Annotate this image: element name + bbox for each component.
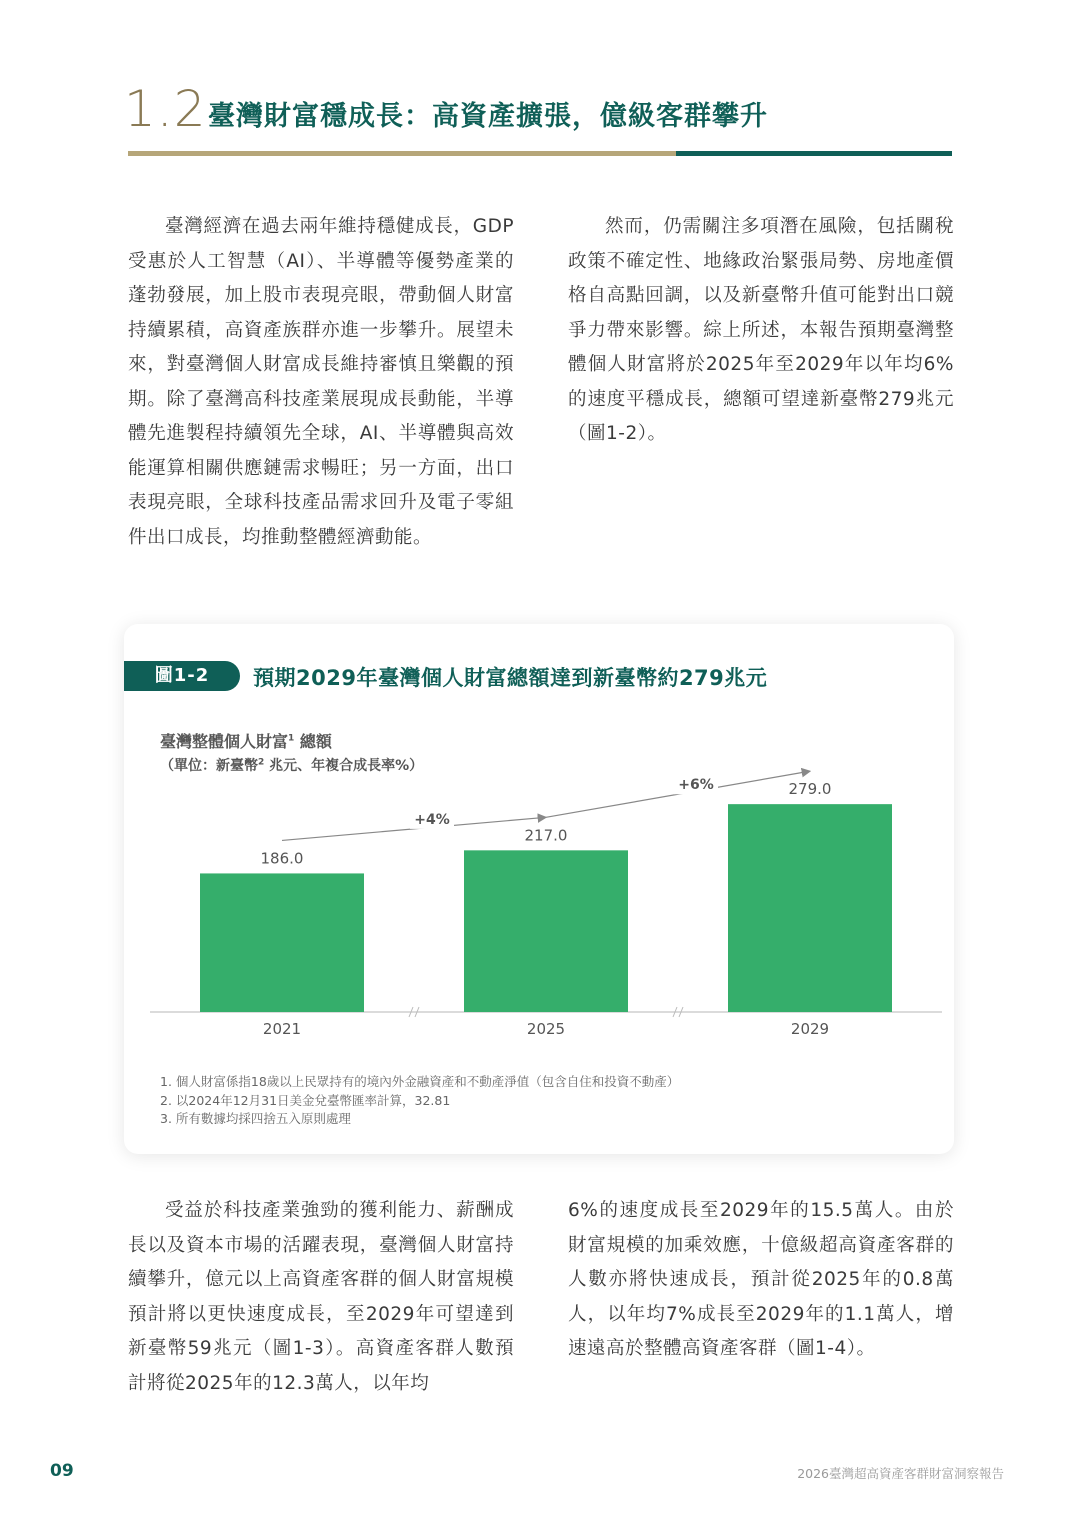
x-tick-label-2021: 2021 xyxy=(262,1020,302,1038)
data-label-2029: 279.0 xyxy=(788,780,832,799)
figure-notes xyxy=(160,1073,679,1129)
figure-note: 3. 所有數據均採四捨五入原則處理 xyxy=(160,1111,351,1126)
page-number: 09 xyxy=(50,1461,74,1481)
x-tick-label-2029: 2029 xyxy=(790,1020,830,1038)
data-label-2025: 217.0 xyxy=(524,826,568,845)
chart-unit-label: （單位：新臺幣$^2$ 兆元、年複合成長率%） xyxy=(160,757,424,774)
figure-badge: 圖1-2 xyxy=(124,661,240,691)
body-paragraph-left: 受益於科技產業強勁的獲利能力、薪酬成長以及資本市場的活躍表現，臺灣個人財富持續攀升，億元以上高資產客群的個人財富規模預計將以更快速度成長，至2029年可望達到新臺幣59兆元（圖1-3）。高資產客群人數預計將從2025年的12.3萬人，以年均 xyxy=(128,1200,514,1394)
growth-label-2: +6% xyxy=(678,777,714,794)
figure-note: 2. 以2024年12月31日美金兌臺幣匯率計算，32.81 xyxy=(160,1092,451,1108)
intro-paragraph-left: 臺灣經濟在過去兩年維持穩健成長，GDP受惠於人工智慧（AI）、半導體等優勢產業的蓬勃發展，加上股市表現亮眼，帶動個人財富持續累積，高資產族群亦進一步攀升。展望未來，對臺灣個人財富成長維持審慎且樂觀的預期。除了臺灣高科技產業展現成長動能，半導體先進製程持續領先全球，AI、半導體與高效能運算相關供應鏈需求暢旺；另一方面，出口表現亮眼，全球科技產品需求回升及電子零組件出口成長，均推動整體經濟動能。 xyxy=(128,216,514,548)
figure-note: 1. 個人財富係指18歲以上民眾持有的境內外金融資產和不動產淨值（包含自住和投資不動產） xyxy=(160,1074,680,1089)
growth-label-1: +4% xyxy=(414,811,450,828)
intro-paragraph-right: 然而，仍需關注多項潛在風險，包括關稅政策不確定性、地緣政治緊張局勢、房地產價格自高點回調，以及新臺幣升值可能對出口競爭力帶來影響。綜上所述，本報告預期臺灣整體個人財富將於2025年至2029年以年均6%的速度平穩成長，總額可望達新臺幣279兆元（圖1-2）。 xyxy=(568,216,954,444)
x-tick-label-2025: 2025 xyxy=(526,1020,566,1038)
bar-2021 xyxy=(200,873,364,1012)
section-number: 1.2 xyxy=(124,80,207,138)
section-title: 臺灣財富穩成長：高資產擴張，億級客群攀升 xyxy=(208,101,768,132)
bar-2029 xyxy=(728,804,892,1012)
bar-2025 xyxy=(464,850,628,1012)
body-paragraph-right: 6%的速度成長至2029年的15.5萬人。由於財富規模的加乘效應，十億級超高資產客群的人數亦將快速成長，預計從2025年的0.8萬人，以年均7%成長至2029年的1.1萬人，增速遠高於整體高資產客群（圖1-4）。 xyxy=(568,1200,954,1359)
figure-title: 預期2029年臺灣個人財富總額達到新臺幣約279兆元 xyxy=(253,666,768,690)
report-title: 2026臺灣超高資產客群財富洞察報告 xyxy=(797,1466,1004,1481)
data-label-2021: 186.0 xyxy=(260,849,304,868)
chart-subtitle: 臺灣整體個人財富$^1$ 總額 xyxy=(160,732,332,751)
